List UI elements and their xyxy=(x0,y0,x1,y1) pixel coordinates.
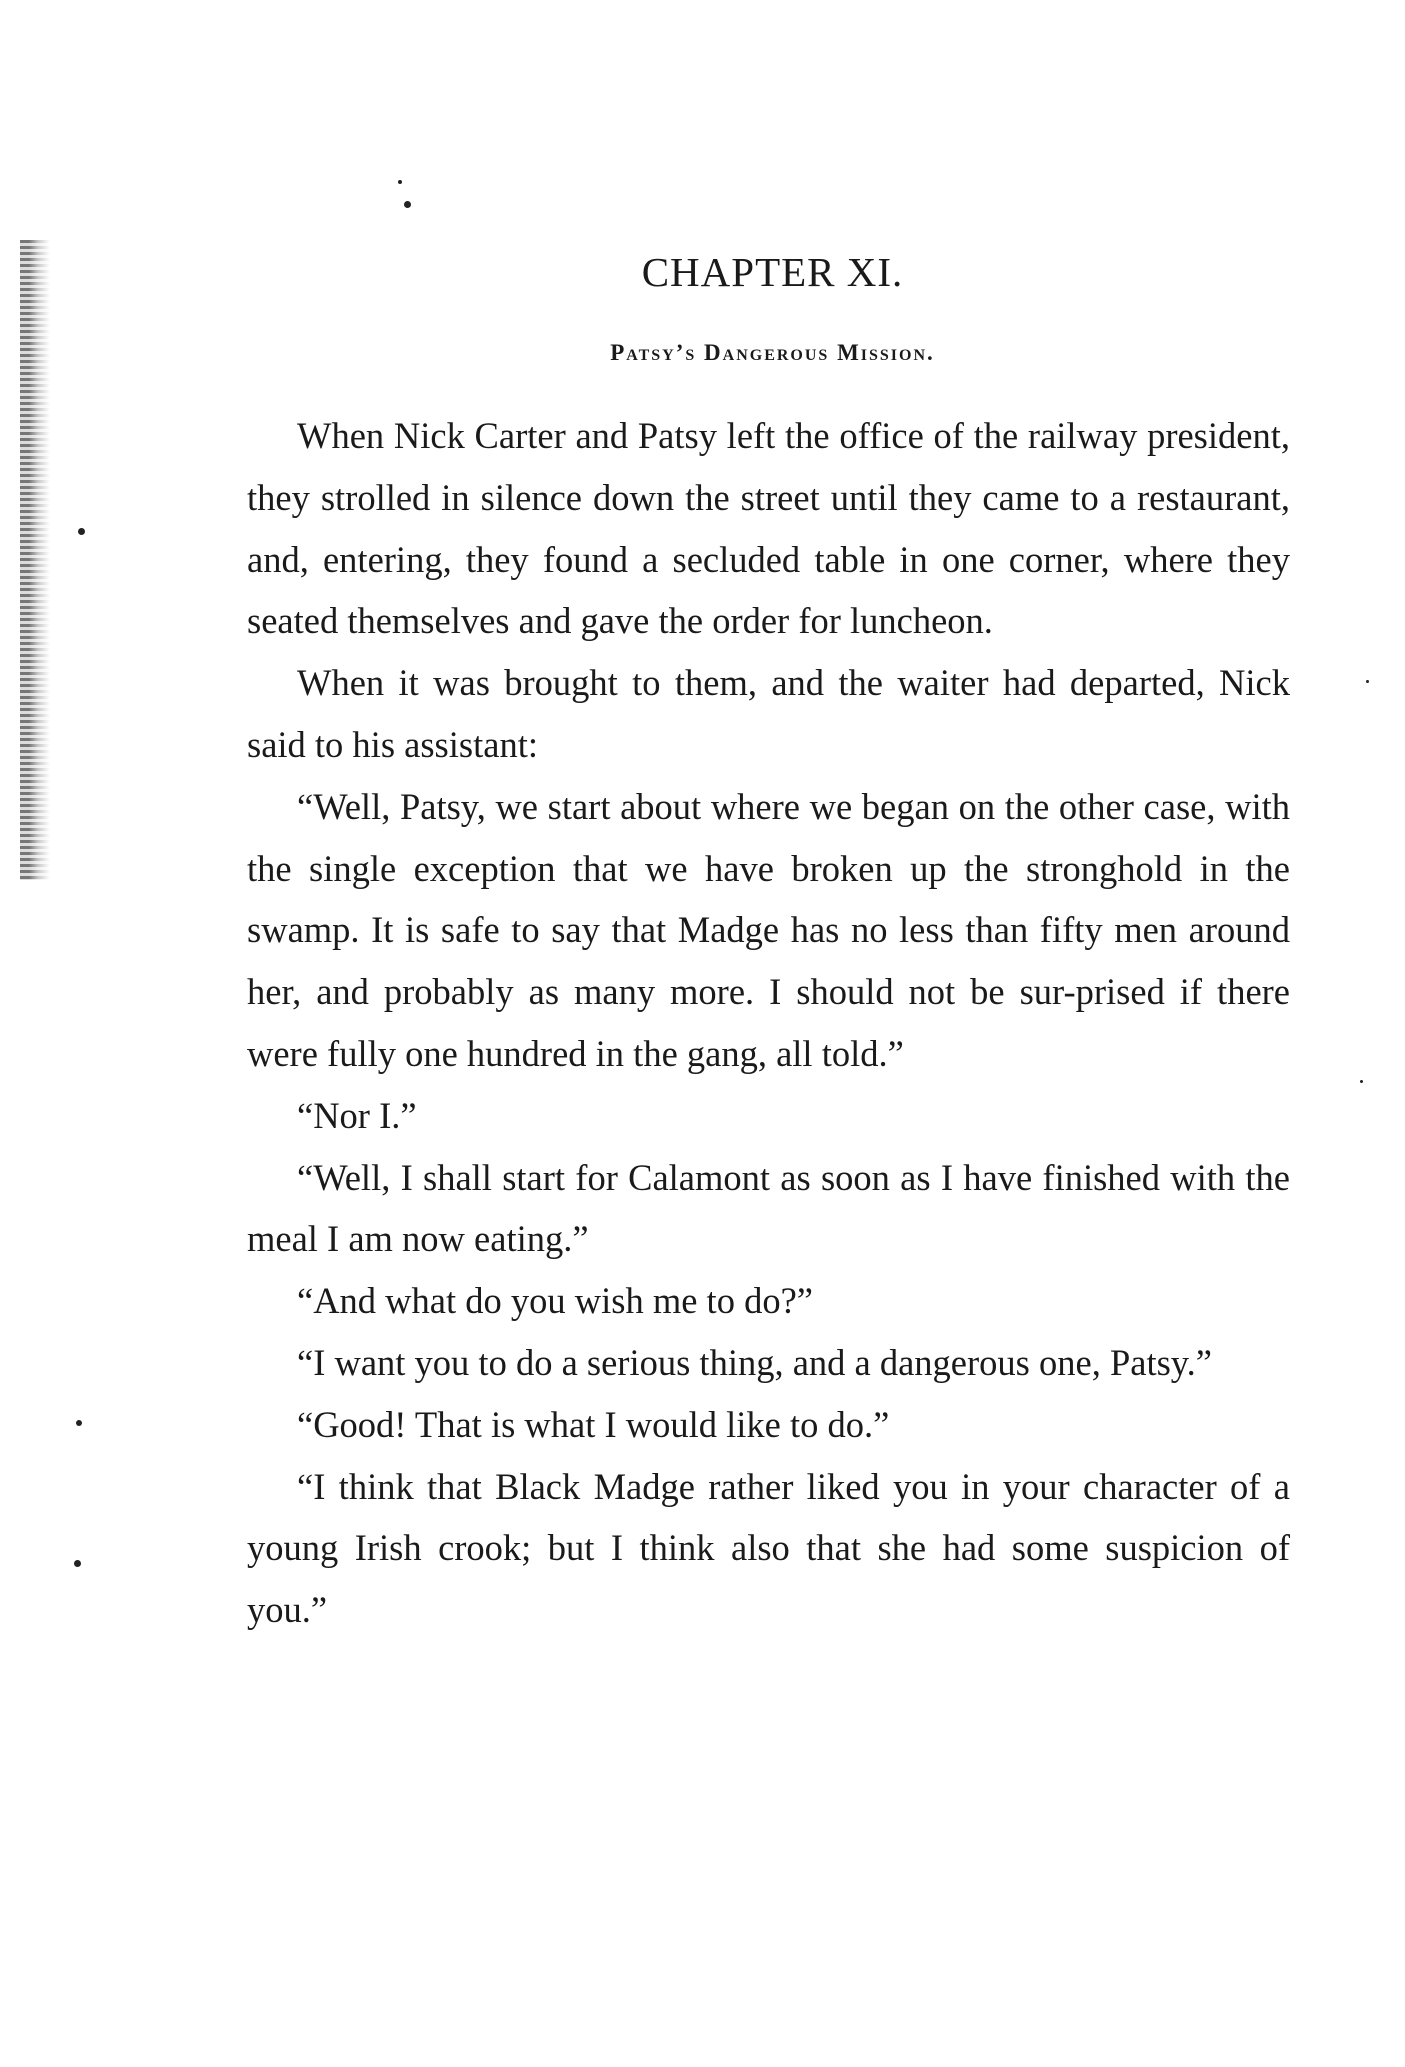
paragraph: “Nor I.” xyxy=(297,1094,417,1136)
paragraph: “Good! That is what I would like to do.” xyxy=(297,1403,890,1445)
paragraph: “Well, Patsy, we start about where we began on the other case, with the single exception that we have broken up the stronghold in the swamp. It is safe to say that Madge has no less than fifty men around her, and probably as many more. I should not be sur-prised if there were fully one hundred in the gang, all told.” xyxy=(247,785,1290,1074)
ink-speck xyxy=(398,180,402,184)
paragraph: When it was brought to them, and the waiter had departed, Nick said to his assistant: xyxy=(247,662,1290,765)
ink-speck xyxy=(76,1420,82,1426)
ink-speck xyxy=(74,1560,81,1567)
ink-speck xyxy=(78,528,85,535)
paragraph: “I want you to do a serious thing, and a dangerous one, Patsy.” xyxy=(297,1341,1212,1383)
chapter-heading: CHAPTER XI. xyxy=(641,249,904,295)
ink-speck xyxy=(1360,1080,1363,1083)
chapter-body xyxy=(247,405,1290,1641)
page-binding-edge xyxy=(20,240,50,880)
paragraph: “I think that Black Madge rather liked you in your character of a young Irish crook; but I think also that she had some suspicion of you.” xyxy=(247,1465,1290,1631)
paragraph: When Nick Carter and Patsy left the office of the railway president, they strolled in silence down the street until they came to a restaurant, and, entering, they found a secluded table in one corner, where they seated themselves and gave the order for luncheon. xyxy=(247,415,1290,642)
paragraph: “And what do you wish me to do?” xyxy=(297,1280,813,1322)
ink-speck xyxy=(1366,680,1369,683)
chapter-subtitle: Patsy’s Dangerous Mission. xyxy=(610,340,935,365)
paragraph: “Well, I shall start for Calamont as soon as I have finished with the meal I am now eating.” xyxy=(247,1156,1290,1260)
ink-speck xyxy=(404,201,411,208)
